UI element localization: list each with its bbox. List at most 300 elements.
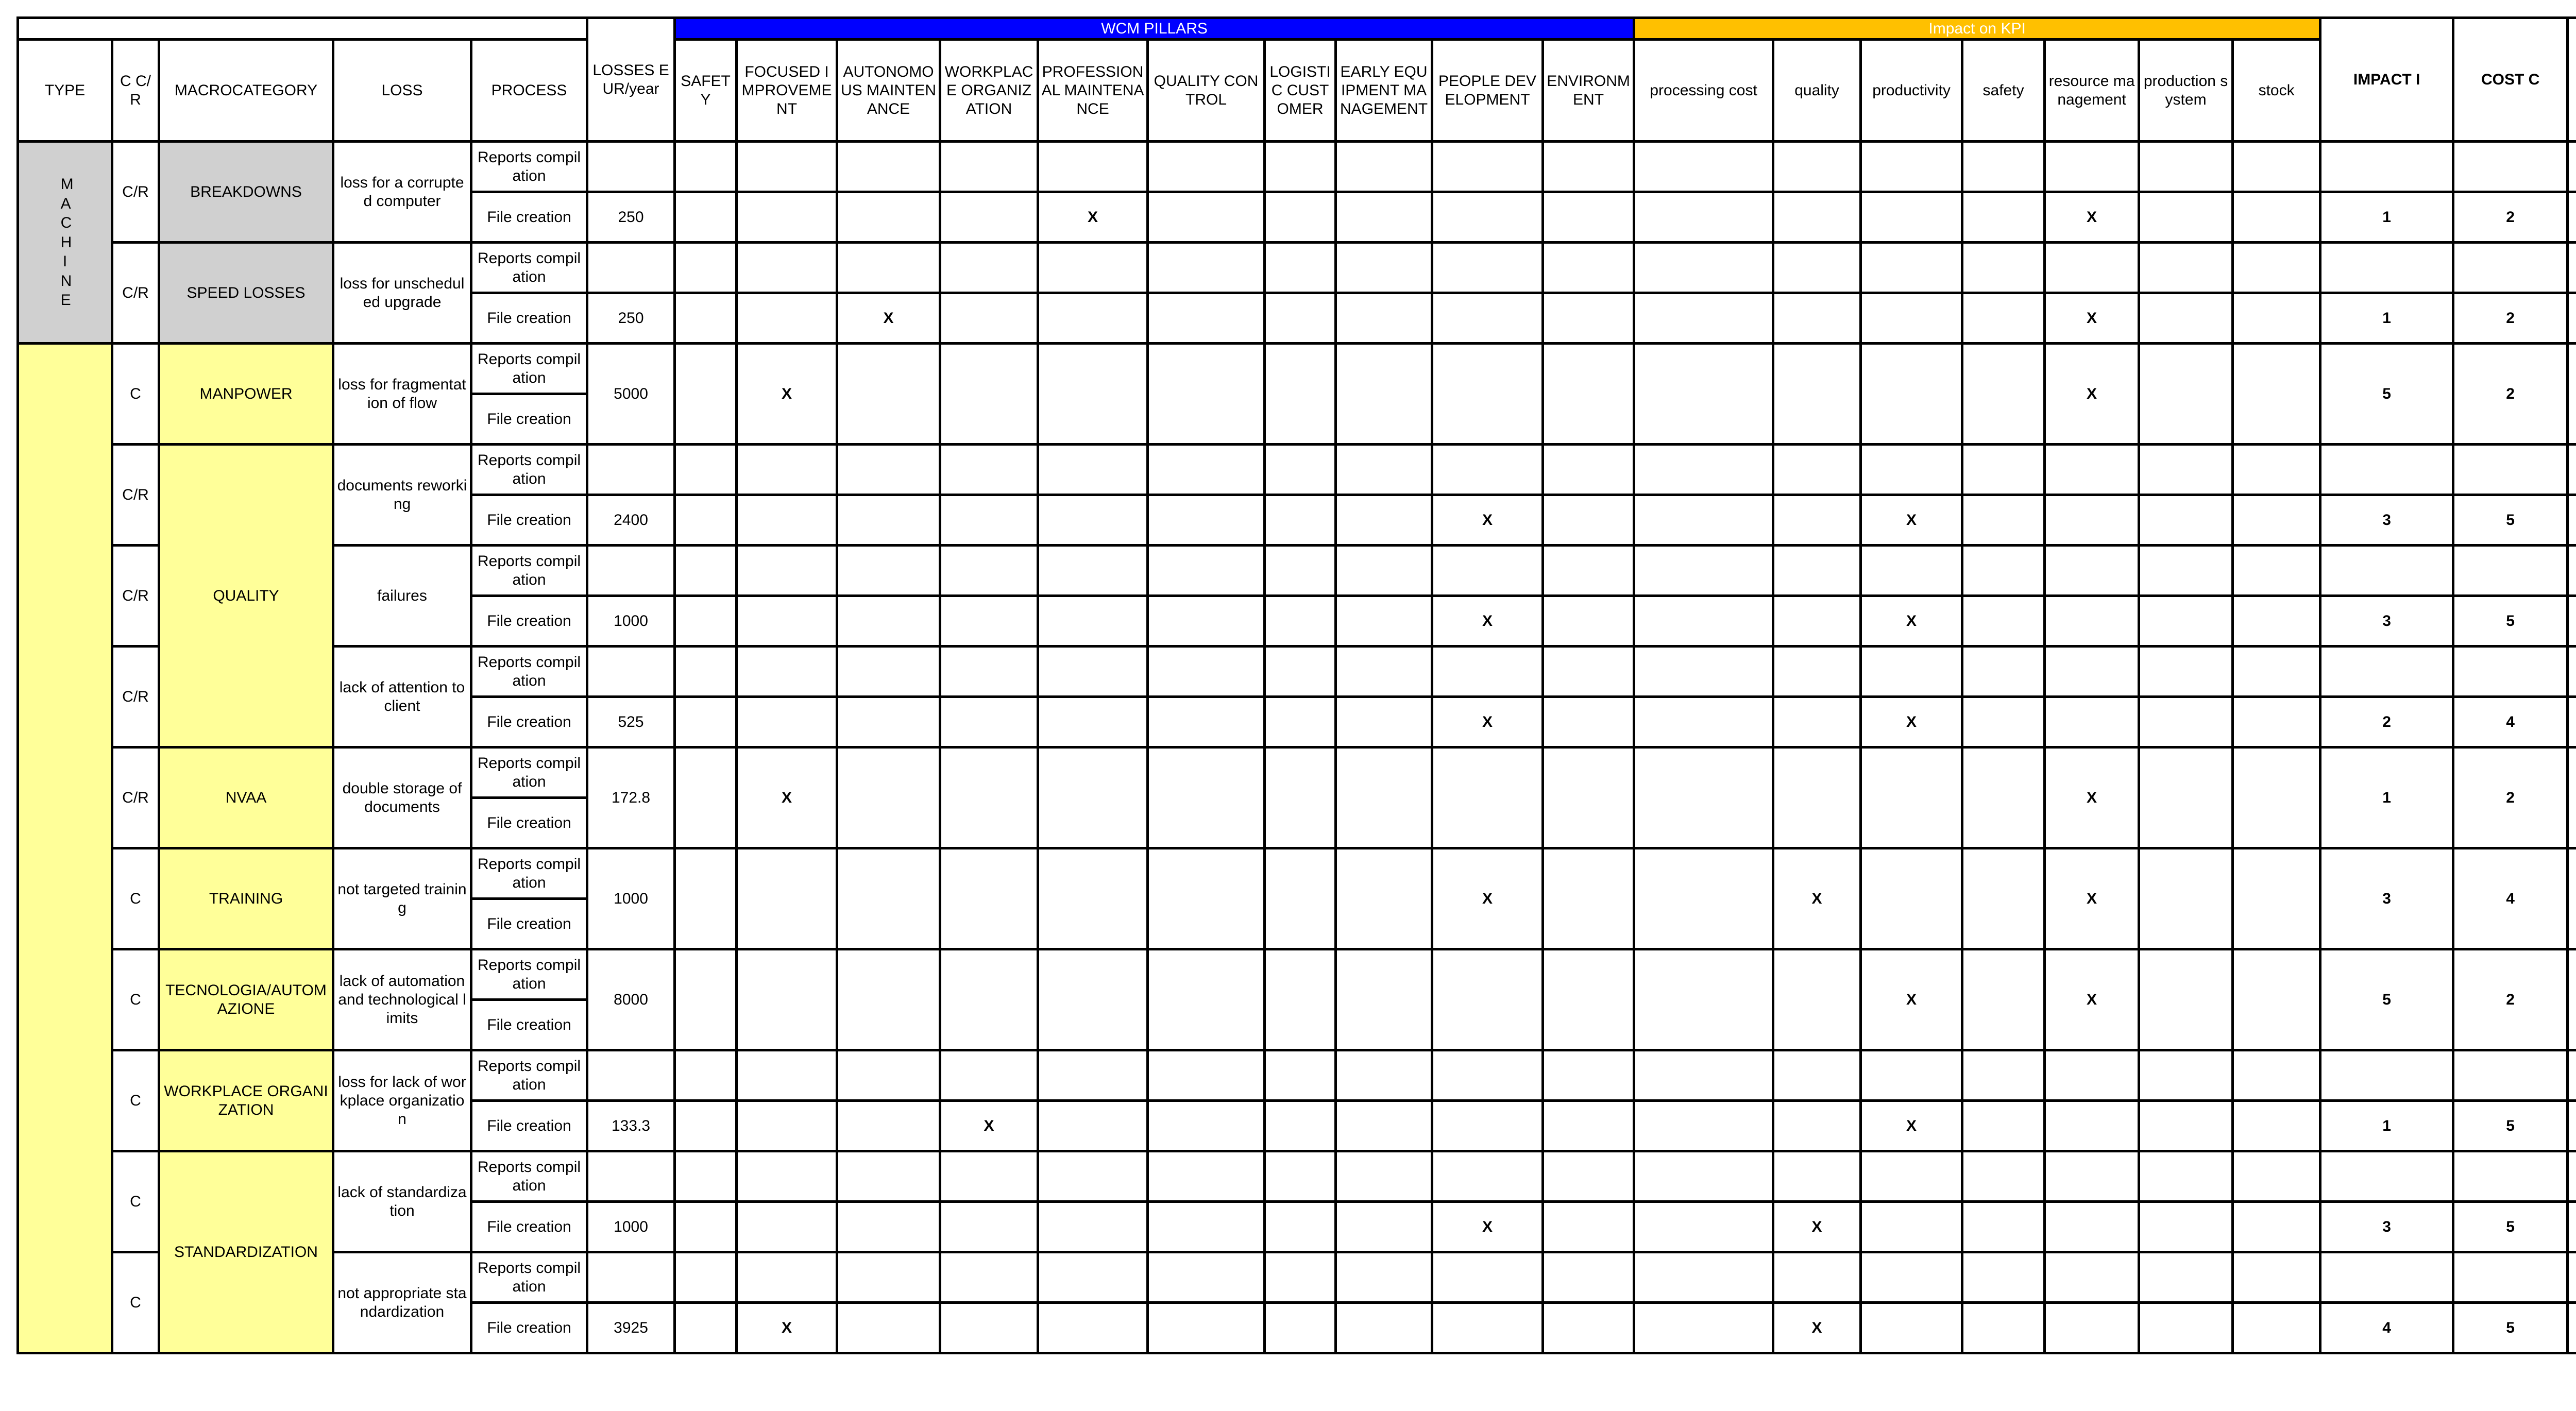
- kpi-mark-cell: [2139, 1202, 2233, 1252]
- pillar-mark-cell: [1265, 192, 1336, 243]
- header-kpi: productivity: [1861, 40, 1962, 142]
- pillar-mark-cell: [940, 848, 1038, 949]
- easiness-cell: [2568, 192, 2576, 243]
- pillar-mark-cell: [1038, 848, 1148, 949]
- impact-cell: 2: [2320, 697, 2453, 747]
- process-file-cell: File creation: [471, 1303, 587, 1353]
- kpi-mark-cell: [1861, 1303, 1962, 1353]
- kpi-mark-cell: [2233, 192, 2320, 243]
- empty-cell: [2045, 142, 2139, 192]
- pillar-mark-cell: [837, 495, 940, 546]
- empty-cell: [737, 546, 837, 596]
- empty-cell: [2045, 647, 2139, 697]
- empty-cell: [1773, 445, 1861, 495]
- impact-cell: 5: [2320, 949, 2453, 1050]
- pillar-mark-cell: [1336, 495, 1432, 546]
- header-pillar: LOGISTIC CUSTOMER: [1265, 40, 1336, 142]
- empty-cell: [837, 243, 940, 293]
- pillar-mark-cell: [1265, 293, 1336, 344]
- pillar-mark-cell: [1543, 747, 1634, 848]
- kpi-mark-cell: X: [1861, 949, 1962, 1050]
- macrocategory-cell: NVAA: [159, 747, 333, 848]
- kpi-mark-cell: [1962, 1101, 2045, 1151]
- empty-cell: [940, 546, 1038, 596]
- kpi-mark-cell: [2233, 747, 2320, 848]
- empty-cell: [1861, 647, 1962, 697]
- empty-cell: [1634, 647, 1773, 697]
- pillar-mark-cell: [1432, 747, 1543, 848]
- empty-cell: [1634, 142, 1773, 192]
- pillar-mark-cell: [1148, 344, 1265, 445]
- header-pillar: PROFESSIONAL MAINTENANCE: [1038, 40, 1148, 142]
- process-reports-cell: Reports compilation: [471, 1252, 587, 1303]
- process-reports-cell: Reports compilation: [471, 949, 587, 1000]
- pillar-mark-cell: [1265, 495, 1336, 546]
- kpi-mark-cell: [1962, 495, 2045, 546]
- kpi-mark-cell: [2233, 344, 2320, 445]
- kpi-mark-cell: [2233, 949, 2320, 1050]
- empty-cell: [675, 1252, 737, 1303]
- header-impact-on-kpi: Impact on KPI: [1634, 18, 2320, 40]
- empty-cell: [940, 1252, 1038, 1303]
- empty-cell: [1543, 1151, 1634, 1202]
- pillar-mark-cell: [1265, 1101, 1336, 1151]
- pillar-mark-cell: [675, 293, 737, 344]
- pillar-mark-cell: [1038, 596, 1148, 647]
- process-file-cell: File creation: [471, 293, 587, 344]
- empty-cell: [1861, 1252, 1962, 1303]
- easiness-cell: [2568, 1303, 2576, 1353]
- empty-cell: [737, 243, 837, 293]
- kpi-mark-cell: X: [1773, 848, 1861, 949]
- kpi-mark-cell: [1962, 192, 2045, 243]
- empty-cell: [1265, 647, 1336, 697]
- losses-cell: 250: [587, 293, 675, 344]
- pillar-mark-cell: [1432, 949, 1543, 1050]
- kpi-mark-cell: X: [1861, 596, 1962, 647]
- header-blank: [18, 18, 587, 40]
- empty-cell: [1148, 243, 1265, 293]
- empty-cell: [2045, 1050, 2139, 1101]
- empty-cell: [2568, 142, 2576, 192]
- loss-cell: lack of attention to client: [333, 647, 471, 747]
- empty-cell: [1773, 1050, 1861, 1101]
- pillar-mark-cell: [1432, 1303, 1543, 1353]
- empty-cell: [1038, 647, 1148, 697]
- loss-cell: double storage of documents: [333, 747, 471, 848]
- header-pillar: WORKPLACE ORGANIZATION: [940, 40, 1038, 142]
- kpi-mark-cell: [2045, 1303, 2139, 1353]
- kpi-mark-cell: X: [2045, 192, 2139, 243]
- empty-cell: [1336, 142, 1432, 192]
- empty-cell: [1148, 142, 1265, 192]
- empty-cell: [2139, 1151, 2233, 1202]
- header-kpi: stock: [2233, 40, 2320, 142]
- pillar-mark-cell: [1543, 596, 1634, 647]
- empty-cell: [1265, 243, 1336, 293]
- empty-cell: [587, 445, 675, 495]
- cost-cell: 2: [2453, 949, 2568, 1050]
- kpi-mark-cell: [2139, 848, 2233, 949]
- pillar-mark-cell: [1148, 192, 1265, 243]
- empty-cell: [2045, 243, 2139, 293]
- impact-cell: 1: [2320, 293, 2453, 344]
- empty-cell: [1962, 1151, 2045, 1202]
- empty-cell: [2453, 243, 2568, 293]
- empty-cell: [1962, 445, 2045, 495]
- empty-cell: [837, 1050, 940, 1101]
- macrocategory-cell: MANPOWER: [159, 344, 333, 445]
- process-reports-cell: Reports compilation: [471, 344, 587, 394]
- pillar-mark-cell: [1038, 949, 1148, 1050]
- impact-cell: 3: [2320, 596, 2453, 647]
- pillar-mark-cell: [1038, 495, 1148, 546]
- c-cr-cell: C/R: [112, 747, 159, 848]
- empty-cell: [2233, 1050, 2320, 1101]
- kpi-mark-cell: [1773, 495, 1861, 546]
- pillar-mark-cell: [1265, 344, 1336, 445]
- empty-cell: [940, 445, 1038, 495]
- empty-cell: [2139, 445, 2233, 495]
- empty-cell: [675, 1151, 737, 1202]
- pillar-mark-cell: [1543, 344, 1634, 445]
- pillar-mark-cell: [675, 1202, 737, 1252]
- kpi-mark-cell: [1861, 344, 1962, 445]
- kpi-mark-cell: [1634, 949, 1773, 1050]
- process-file-cell: File creation: [471, 192, 587, 243]
- c-cr-cell: C: [112, 344, 159, 445]
- pillar-mark-cell: [940, 1303, 1038, 1353]
- empty-cell: [1148, 1151, 1265, 1202]
- empty-cell: [1336, 1252, 1432, 1303]
- kpi-mark-cell: X: [1861, 1101, 1962, 1151]
- process-reports-cell: Reports compilation: [471, 1151, 587, 1202]
- empty-cell: [1432, 445, 1543, 495]
- pillar-mark-cell: [1543, 192, 1634, 243]
- macrocategory-cell: STANDARDIZATION: [159, 1151, 333, 1353]
- easiness-cell: [2568, 747, 2576, 848]
- empty-cell: [1432, 1252, 1543, 1303]
- impact-cell: 3: [2320, 1202, 2453, 1252]
- empty-cell: [2320, 1151, 2453, 1202]
- pillar-mark-cell: [1543, 1202, 1634, 1252]
- pillar-mark-cell: [1265, 697, 1336, 747]
- kpi-mark-cell: [1634, 596, 1773, 647]
- kpi-mark-cell: [2045, 1202, 2139, 1252]
- empty-cell: [1634, 1050, 1773, 1101]
- pillar-mark-cell: [675, 1101, 737, 1151]
- pillar-mark-cell: [1148, 848, 1265, 949]
- loss-cell: documents reworking: [333, 445, 471, 546]
- pillar-mark-cell: [837, 192, 940, 243]
- empty-cell: [675, 1050, 737, 1101]
- process-file-cell: File creation: [471, 899, 587, 949]
- pillar-mark-cell: [940, 1202, 1038, 1252]
- empty-cell: [587, 1252, 675, 1303]
- pillar-mark-cell: [1432, 293, 1543, 344]
- kpi-mark-cell: [1634, 747, 1773, 848]
- kpi-mark-cell: [1962, 747, 2045, 848]
- empty-cell: [2139, 1252, 2233, 1303]
- kpi-mark-cell: [1962, 344, 2045, 445]
- empty-cell: [940, 142, 1038, 192]
- empty-cell: [1336, 546, 1432, 596]
- kpi-mark-cell: [1634, 848, 1773, 949]
- empty-cell: [587, 1151, 675, 1202]
- empty-cell: [2139, 546, 2233, 596]
- kpi-mark-cell: [1634, 495, 1773, 546]
- empty-cell: [2320, 1050, 2453, 1101]
- impact-cell: 1: [2320, 747, 2453, 848]
- pillar-mark-cell: [675, 697, 737, 747]
- pillar-mark-cell: X: [737, 344, 837, 445]
- empty-cell: [940, 1050, 1038, 1101]
- process-reports-cell: Reports compilation: [471, 142, 587, 192]
- macrocategory-cell: TECNOLOGIA/AUTOMAZIONE: [159, 949, 333, 1050]
- empty-cell: [2320, 647, 2453, 697]
- pillar-mark-cell: [1336, 848, 1432, 949]
- kpi-mark-cell: [1634, 1202, 1773, 1252]
- pillar-mark-cell: X: [837, 293, 940, 344]
- kpi-mark-cell: [2139, 747, 2233, 848]
- empty-cell: [1038, 445, 1148, 495]
- pillar-mark-cell: [1336, 949, 1432, 1050]
- empty-cell: [1634, 1151, 1773, 1202]
- pillar-mark-cell: X: [940, 1101, 1038, 1151]
- macrocategory-cell: QUALITY: [159, 445, 333, 747]
- pillar-mark-cell: X: [737, 1303, 837, 1353]
- empty-cell: [837, 546, 940, 596]
- process-file-cell: File creation: [471, 1000, 587, 1050]
- empty-cell: [1634, 1252, 1773, 1303]
- process-file-cell: File creation: [471, 798, 587, 848]
- process-reports-cell: Reports compilation: [471, 647, 587, 697]
- c-cr-cell: C/R: [112, 142, 159, 243]
- pillar-mark-cell: [940, 293, 1038, 344]
- pillar-mark-cell: [1148, 495, 1265, 546]
- kpi-mark-cell: X: [2045, 747, 2139, 848]
- header-kpi: safety: [1962, 40, 2045, 142]
- empty-cell: [2568, 445, 2576, 495]
- loss-cell: loss for fragmentation of flow: [333, 344, 471, 445]
- kpi-mark-cell: [2139, 949, 2233, 1050]
- empty-cell: [587, 546, 675, 596]
- pillar-mark-cell: [1148, 1101, 1265, 1151]
- empty-cell: [1861, 243, 1962, 293]
- empty-cell: [1148, 1050, 1265, 1101]
- empty-cell: [1038, 1151, 1148, 1202]
- empty-cell: [1336, 445, 1432, 495]
- header-pillar: EARLY EQUIPMENT MANAGEMENT: [1336, 40, 1432, 142]
- empty-cell: [1336, 1050, 1432, 1101]
- empty-cell: [1773, 142, 1861, 192]
- pillar-mark-cell: [1432, 192, 1543, 243]
- pillar-mark-cell: [1265, 848, 1336, 949]
- pillar-mark-cell: [837, 1101, 940, 1151]
- kpi-mark-cell: X: [1861, 697, 1962, 747]
- empty-cell: [675, 142, 737, 192]
- pillar-mark-cell: [675, 344, 737, 445]
- cost-cell: 5: [2453, 1101, 2568, 1151]
- pillar-mark-cell: [837, 596, 940, 647]
- pillar-mark-cell: [940, 192, 1038, 243]
- empty-cell: [1634, 546, 1773, 596]
- pillar-mark-cell: [1336, 192, 1432, 243]
- empty-cell: [1543, 1252, 1634, 1303]
- pillar-mark-cell: [1148, 596, 1265, 647]
- empty-cell: [2233, 243, 2320, 293]
- empty-cell: [2453, 445, 2568, 495]
- process-reports-cell: Reports compilation: [471, 546, 587, 596]
- cost-cell: 4: [2453, 848, 2568, 949]
- kpi-mark-cell: [1634, 344, 1773, 445]
- easiness-cell: [2568, 1202, 2576, 1252]
- kpi-mark-cell: [1962, 1202, 2045, 1252]
- process-reports-cell: Reports compilation: [471, 747, 587, 798]
- kpi-mark-cell: [2233, 848, 2320, 949]
- empty-cell: [1773, 243, 1861, 293]
- header-kpi: processing cost: [1634, 40, 1773, 142]
- empty-cell: [1432, 142, 1543, 192]
- pillar-mark-cell: [1038, 293, 1148, 344]
- empty-cell: [1543, 142, 1634, 192]
- pillar-mark-cell: [1148, 1303, 1265, 1353]
- empty-cell: [587, 142, 675, 192]
- empty-cell: [1432, 1050, 1543, 1101]
- empty-cell: [1265, 1050, 1336, 1101]
- c-cr-cell: C: [112, 848, 159, 949]
- header-pillar: SAFETY: [675, 40, 737, 142]
- empty-cell: [837, 142, 940, 192]
- kpi-mark-cell: [1861, 747, 1962, 848]
- pillar-mark-cell: [737, 848, 837, 949]
- pillar-mark-cell: [940, 596, 1038, 647]
- pillar-mark-cell: [1432, 344, 1543, 445]
- empty-cell: [1265, 1151, 1336, 1202]
- kpi-mark-cell: [2045, 1101, 2139, 1151]
- header-wcm-pillars: WCM PILLARS: [675, 18, 1634, 40]
- easiness-cell: [2568, 848, 2576, 949]
- pillar-mark-cell: [940, 949, 1038, 1050]
- empty-cell: [2453, 1151, 2568, 1202]
- c-cr-cell: C/R: [112, 647, 159, 747]
- process-reports-cell: Reports compilation: [471, 445, 587, 495]
- empty-cell: [2045, 546, 2139, 596]
- pillar-mark-cell: X: [1432, 697, 1543, 747]
- kpi-mark-cell: [2139, 1101, 2233, 1151]
- process-file-cell: File creation: [471, 1101, 587, 1151]
- empty-cell: [1543, 445, 1634, 495]
- process-file-cell: File creation: [471, 697, 587, 747]
- kpi-mark-cell: [1962, 1303, 2045, 1353]
- pillar-mark-cell: X: [1432, 596, 1543, 647]
- pillar-mark-cell: X: [737, 747, 837, 848]
- impact-cell: 1: [2320, 192, 2453, 243]
- empty-cell: [1038, 546, 1148, 596]
- empty-cell: [2568, 647, 2576, 697]
- c-cr-cell: C/R: [112, 243, 159, 344]
- empty-cell: [1543, 647, 1634, 697]
- empty-cell: [940, 647, 1038, 697]
- empty-cell: [1265, 546, 1336, 596]
- empty-cell: [1336, 647, 1432, 697]
- kpi-mark-cell: [2139, 495, 2233, 546]
- empty-cell: [2453, 1050, 2568, 1101]
- empty-cell: [2233, 445, 2320, 495]
- loss-cell: loss for a corrupted computer: [333, 142, 471, 243]
- kpi-mark-cell: [2233, 1101, 2320, 1151]
- pillar-mark-cell: [1336, 344, 1432, 445]
- process-reports-cell: Reports compilation: [471, 1050, 587, 1101]
- empty-cell: [587, 243, 675, 293]
- empty-cell: [737, 445, 837, 495]
- empty-cell: [1336, 1151, 1432, 1202]
- empty-cell: [1038, 1252, 1148, 1303]
- pillar-mark-cell: [1148, 1202, 1265, 1252]
- losses-cell: 133.3: [587, 1101, 675, 1151]
- process-file-cell: File creation: [471, 1202, 587, 1252]
- kpi-mark-cell: [2139, 1303, 2233, 1353]
- cost-cell: 5: [2453, 596, 2568, 647]
- empty-cell: [2568, 546, 2576, 596]
- pillar-mark-cell: [940, 747, 1038, 848]
- process-file-cell: File creation: [471, 394, 587, 445]
- empty-cell: [1336, 243, 1432, 293]
- empty-cell: [1543, 1050, 1634, 1101]
- kpi-mark-cell: [1773, 192, 1861, 243]
- empty-cell: [2320, 142, 2453, 192]
- pillar-mark-cell: [1543, 1101, 1634, 1151]
- kpi-mark-cell: [1861, 293, 1962, 344]
- impact-cell: 1: [2320, 1101, 2453, 1151]
- empty-cell: [587, 1050, 675, 1101]
- empty-cell: [837, 445, 940, 495]
- empty-cell: [837, 1252, 940, 1303]
- ice-matrix-table: [16, 16, 2576, 1354]
- empty-cell: [737, 1252, 837, 1303]
- header-losses: LOSSES EUR/year: [587, 18, 675, 142]
- empty-cell: [2139, 1050, 2233, 1101]
- easiness-cell: [2568, 1101, 2576, 1151]
- pillar-mark-cell: [1543, 495, 1634, 546]
- header-pillar: ENVIRONMENT: [1543, 40, 1634, 142]
- impact-cell: 3: [2320, 495, 2453, 546]
- cost-cell: 2: [2453, 747, 2568, 848]
- kpi-mark-cell: [2233, 697, 2320, 747]
- pillar-mark-cell: X: [1432, 1202, 1543, 1252]
- kpi-mark-cell: [1962, 293, 2045, 344]
- kpi-mark-cell: [1962, 848, 2045, 949]
- empty-cell: [1038, 1050, 1148, 1101]
- empty-cell: [675, 243, 737, 293]
- pillar-mark-cell: [1038, 344, 1148, 445]
- header-kpi: quality: [1773, 40, 1861, 142]
- kpi-mark-cell: [1773, 344, 1861, 445]
- empty-cell: [2568, 1151, 2576, 1202]
- pillar-mark-cell: [1543, 949, 1634, 1050]
- pillar-mark-cell: [940, 344, 1038, 445]
- pillar-mark-cell: [737, 1202, 837, 1252]
- pillar-mark-cell: [737, 596, 837, 647]
- pillar-mark-cell: [837, 1202, 940, 1252]
- kpi-mark-cell: [1773, 293, 1861, 344]
- pillar-mark-cell: [1038, 1101, 1148, 1151]
- pillar-mark-cell: [837, 344, 940, 445]
- empty-cell: [675, 546, 737, 596]
- easiness-cell: [2568, 697, 2576, 747]
- empty-cell: [1773, 1252, 1861, 1303]
- empty-cell: [2233, 1151, 2320, 1202]
